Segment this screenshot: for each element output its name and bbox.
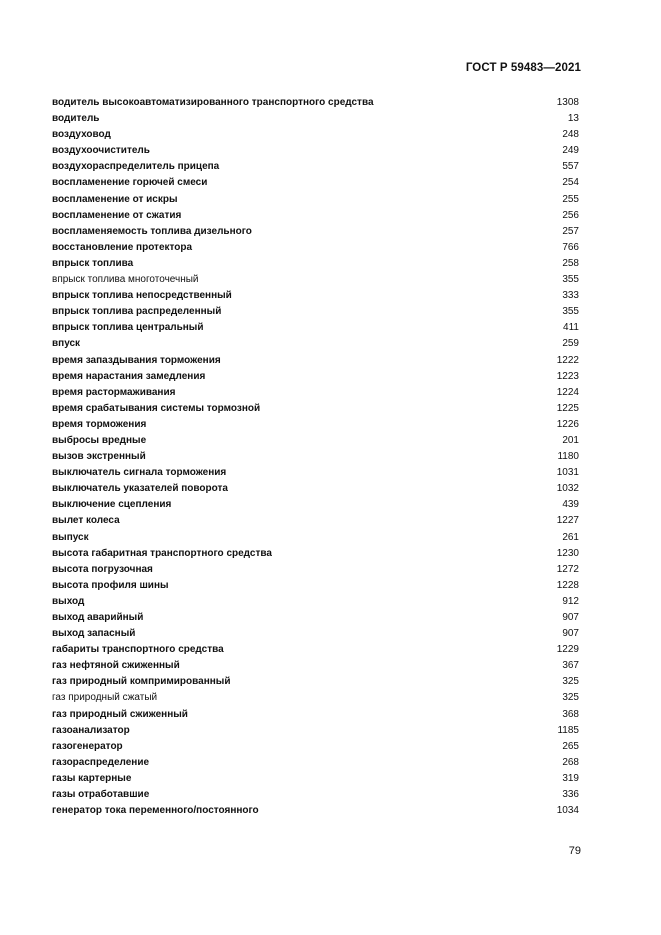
index-entry xyxy=(52,481,579,497)
index-term: восстановление протектора xyxy=(52,241,193,253)
index-term-number: 1223 xyxy=(556,370,579,382)
index-entry xyxy=(52,336,579,352)
index-term: выключатель указателей поворота xyxy=(52,483,228,495)
index-entry xyxy=(52,497,579,513)
index-term: газ природный сжиженный xyxy=(52,708,188,720)
index-term-number: 1228 xyxy=(556,579,579,591)
index-term-number: 766 xyxy=(562,241,579,253)
index-term-number: 325 xyxy=(562,692,579,704)
index-term: газ нефтяной сжиженный xyxy=(52,660,180,672)
index-entry xyxy=(52,385,579,401)
index-term: высота габаритная транспортного средства xyxy=(52,547,272,559)
index-term: газогенератор xyxy=(52,740,123,752)
index-entry xyxy=(52,111,579,127)
index-entry xyxy=(52,192,579,208)
index-term-number: 1225 xyxy=(556,402,579,414)
index-entry xyxy=(52,739,579,755)
index-entry xyxy=(52,175,579,191)
index-term: габариты транспортного средства xyxy=(52,644,224,656)
index-term-number: 254 xyxy=(562,177,579,189)
index-term: воздухоочиститель xyxy=(52,145,150,157)
index-term-number: 256 xyxy=(562,209,579,221)
index-term-number: 201 xyxy=(562,434,579,446)
index-entry xyxy=(52,417,579,433)
index-entry xyxy=(52,562,579,578)
index-term-number: 1272 xyxy=(556,563,579,575)
index-entry xyxy=(52,707,579,723)
index-term-number: 249 xyxy=(562,145,579,157)
index-term-number: 439 xyxy=(562,499,579,511)
index-term: выключатель сигнала торможения xyxy=(52,467,227,479)
index-term-number: 265 xyxy=(562,740,579,752)
index-term-number: 259 xyxy=(562,338,579,350)
index-term-number: 1185 xyxy=(557,724,579,736)
index-term: впрыск топлива центральный xyxy=(52,322,204,334)
index-term: выход аварийный xyxy=(52,612,144,623)
index-term-number: 1308 xyxy=(556,97,579,108)
index-term-number: 907 xyxy=(562,612,579,623)
index-term-number: 258 xyxy=(562,257,579,269)
index-entry xyxy=(52,320,579,336)
index-term: воздухораспределитель прицепа xyxy=(52,161,220,173)
index-term: воспламенение горючей смеси xyxy=(52,177,208,189)
index-entry xyxy=(52,530,579,546)
index-term: выключение сцепления xyxy=(52,499,172,511)
index-term-number: 1222 xyxy=(556,354,579,366)
index-entry xyxy=(52,755,579,771)
index-entry xyxy=(52,353,579,369)
document-header: ГОСТ Р 59483—2021 xyxy=(465,62,581,74)
index-entry xyxy=(52,610,579,626)
index-entry xyxy=(52,642,579,658)
index-entry xyxy=(52,787,579,803)
index-term: газы отработавшие xyxy=(52,789,150,801)
index-entry xyxy=(52,674,579,690)
index-term: время торможения xyxy=(52,418,147,430)
index-term-number: 355 xyxy=(562,274,579,286)
index-term-number: 261 xyxy=(562,531,579,543)
index-entry xyxy=(52,401,579,417)
index-term: высота профиля шины xyxy=(52,579,169,591)
index-entry xyxy=(52,95,579,111)
index-entry xyxy=(52,771,579,787)
index-term-number: 333 xyxy=(562,290,579,302)
index-term: время растормаживания xyxy=(52,386,176,398)
index-entry xyxy=(52,803,579,819)
index-term-number: 1229 xyxy=(556,644,579,656)
index-entry xyxy=(52,723,579,739)
index-term: выход xyxy=(52,595,85,607)
index-entry xyxy=(52,272,579,288)
page-number: 79 xyxy=(568,845,581,857)
index-term-number: 1031 xyxy=(556,467,579,479)
index-term-number: 1227 xyxy=(556,515,579,527)
index-term-number: 367 xyxy=(562,660,579,672)
index-term: воспламеняемость топлива дизельного xyxy=(52,225,252,237)
index-term-number: 13 xyxy=(567,113,579,125)
index-entry xyxy=(52,208,579,224)
index-term: газоанализатор xyxy=(52,724,130,736)
index-list xyxy=(52,95,579,819)
index-term-number: 319 xyxy=(562,772,579,784)
index-term-number: 557 xyxy=(562,161,579,173)
index-term-number: 248 xyxy=(562,129,579,141)
index-term: впрыск топлива распределенный xyxy=(52,306,222,318)
index-term-number: 268 xyxy=(562,756,579,768)
index-term: впрыск топлива непосредственный xyxy=(52,290,232,302)
index-term-number: 255 xyxy=(562,193,579,205)
index-term: водитель xyxy=(52,113,100,125)
index-entry xyxy=(52,690,579,706)
index-term: газ природный сжатый xyxy=(52,692,158,704)
index-term-number: 1224 xyxy=(556,386,579,398)
index-term-number: 368 xyxy=(562,708,579,720)
index-entry xyxy=(52,626,579,642)
index-term: генератор тока переменного/постоянного xyxy=(52,805,259,817)
index-entry xyxy=(52,594,579,610)
index-term: воспламенение от сжатия xyxy=(52,209,182,221)
index-entry xyxy=(52,658,579,674)
index-entry xyxy=(52,578,579,594)
index-entry xyxy=(52,433,579,449)
index-term-number: 1226 xyxy=(556,418,579,430)
index-term-number: 355 xyxy=(562,306,579,318)
index-term: газораспределение xyxy=(52,756,150,768)
index-term: впрыск топлива xyxy=(52,257,134,269)
index-term-number: 907 xyxy=(562,628,579,640)
index-entry xyxy=(52,256,579,272)
index-term: газы картерные xyxy=(52,772,132,784)
index-term-number: 1032 xyxy=(556,483,579,495)
index-entry xyxy=(52,127,579,143)
index-term: вызов экстренный xyxy=(52,451,146,463)
index-entry xyxy=(52,159,579,175)
index-term: воздуховод xyxy=(52,129,111,141)
index-term-number: 411 xyxy=(563,322,579,334)
index-term: впрыск топлива многоточечный xyxy=(52,274,199,286)
index-term-number: 1230 xyxy=(556,547,579,559)
index-entry xyxy=(52,240,579,256)
index-term: выход запасный xyxy=(52,628,136,640)
index-term-number: 1180 xyxy=(557,451,579,463)
index-entry xyxy=(52,369,579,385)
index-entry xyxy=(52,288,579,304)
index-term: высота погрузочная xyxy=(52,563,153,575)
index-term: время нарастания замедления xyxy=(52,370,206,382)
index-term-number: 912 xyxy=(562,595,579,607)
index-term-number: 325 xyxy=(562,676,579,688)
index-term: газ природный компримированный xyxy=(52,676,231,688)
index-term-number: 1034 xyxy=(556,805,579,817)
index-term: водитель высокоавтоматизированного транспортного средства xyxy=(52,97,374,108)
index-entry xyxy=(52,224,579,240)
index-term: выпуск xyxy=(52,531,89,543)
index-term-number: 257 xyxy=(562,225,579,237)
index-term: время срабатывания системы тормозной xyxy=(52,402,261,414)
index-term: впуск xyxy=(52,338,81,350)
index-term: воспламенение от искры xyxy=(52,193,178,205)
index-entry xyxy=(52,546,579,562)
index-entry xyxy=(52,465,579,481)
index-entry xyxy=(52,513,579,529)
index-term: вылет колеса xyxy=(52,515,120,527)
index-term-number: 336 xyxy=(562,789,579,801)
index-entry xyxy=(52,449,579,465)
index-term: время запаздывания торможения xyxy=(52,354,221,366)
index-entry xyxy=(52,143,579,159)
index-term: выбросы вредные xyxy=(52,434,147,446)
index-entry xyxy=(52,304,579,320)
